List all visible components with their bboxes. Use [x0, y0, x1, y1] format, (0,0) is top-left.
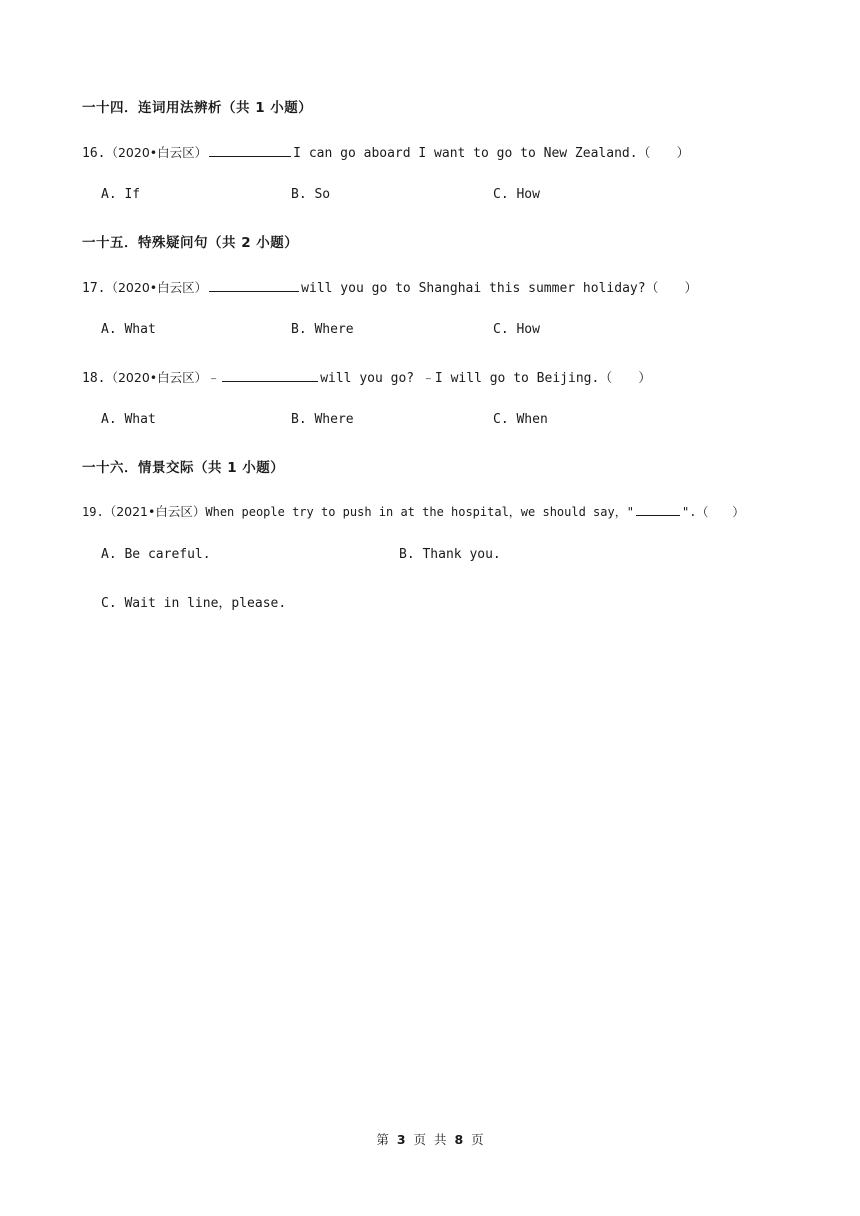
question-17: [82, 277, 698, 296]
answer-blank: [222, 369, 318, 382]
section-heading-15: 一十五．特殊疑问句（共 2 小题）: [82, 235, 299, 251]
question-source: （2020•白云区）: [105, 145, 208, 160]
total-page-number: 8: [454, 1132, 464, 1147]
question-18: [82, 367, 651, 386]
question-prefix: When people try to push in at the hospital，we should say，": [205, 505, 634, 519]
question-text: I can go aboard I want to go to New Zealand.（ ）: [293, 146, 690, 161]
section-heading-16: 一十六．情景交际（共 1 小题）: [82, 460, 285, 476]
question-number: 19.: [82, 505, 104, 519]
option-a: A. What: [101, 322, 156, 337]
option-b: B. Thank you.: [399, 547, 501, 562]
question-text: ".（ ）: [681, 505, 745, 519]
option-c: C. When: [493, 412, 548, 427]
question-prefix: ﹣: [207, 371, 221, 386]
footer-mid: 页 共: [413, 1132, 447, 1147]
footer-prefix: 第: [376, 1132, 389, 1147]
option-a: A. If: [101, 187, 141, 202]
answer-blank: [209, 279, 299, 292]
question-source: （2021•白云区）: [103, 504, 206, 519]
page-footer: [0, 1130, 860, 1148]
option-a: A. What: [101, 412, 156, 427]
question-source: （2020•白云区）: [105, 370, 208, 385]
current-page-number: 3: [396, 1132, 406, 1147]
question-16: [82, 142, 690, 161]
option-c: C. Wait in line，please.: [101, 596, 287, 611]
section-heading-14: 一十四．连词用法辨析（共 1 小题）: [82, 100, 313, 116]
option-c: C. How: [493, 322, 540, 337]
question-number: 18.: [82, 371, 106, 386]
question-number: 16.: [82, 146, 106, 161]
answer-blank: [636, 503, 680, 516]
option-b: B. Where: [291, 322, 354, 337]
footer-suffix: 页: [471, 1132, 484, 1147]
option-a: A. Be careful.: [101, 547, 211, 562]
question-19: [82, 502, 744, 520]
question-text: will you go to Shanghai this summer holiday?（ ）: [301, 281, 698, 296]
option-b: B. So: [291, 187, 331, 202]
question-source: （2020•白云区）: [105, 280, 208, 295]
option-b: B. Where: [291, 412, 354, 427]
answer-blank: [209, 144, 291, 157]
option-c: C. How: [493, 187, 540, 202]
question-number: 17.: [82, 281, 106, 296]
question-text: will you go? ﹣I will go to Beijing.（ ）: [320, 371, 652, 386]
